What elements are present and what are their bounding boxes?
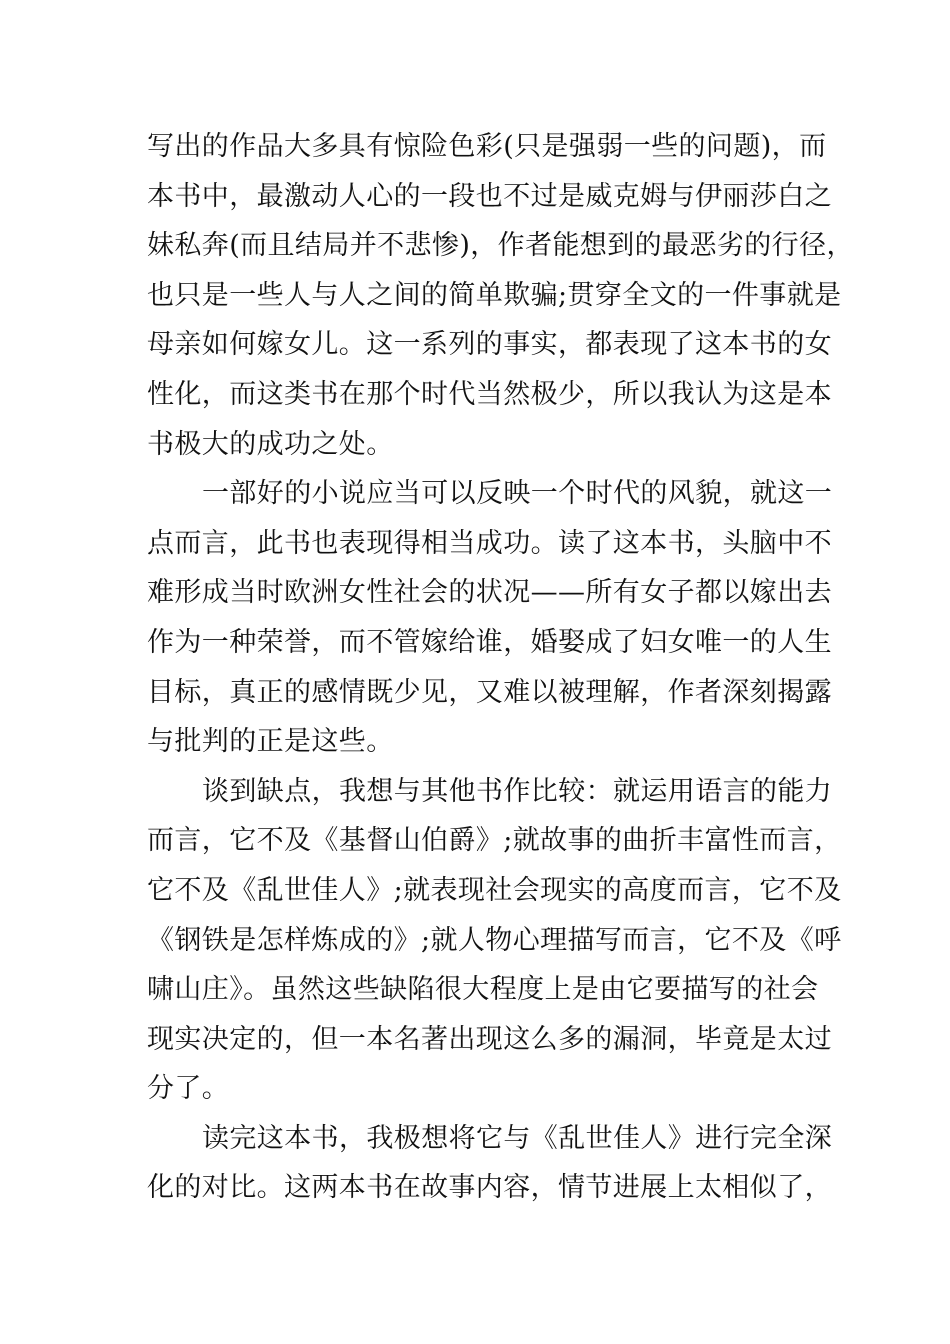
text-line: 化的对比。这两本书在故事内容，情节进展上太相似了， bbox=[147, 1172, 832, 1204]
text-line: 它不及《乱世佳人》;就表现社会现实的高度而言，它不及 bbox=[147, 874, 842, 906]
text-line: 分了。 bbox=[147, 1073, 230, 1105]
text-line: 性化，而这类书在那个时代当然极少，所以我认为这是本 bbox=[147, 378, 832, 410]
text-line: 与批判的正是这些。 bbox=[147, 726, 394, 758]
text-line: 也只是一些人与人之间的简单欺骗;贯穿全文的一件事就是 bbox=[147, 279, 842, 311]
text-line: 写出的作品大多具有惊险色彩(只是强弱一些的问题)，而 bbox=[147, 131, 827, 162]
paragraph-first-line: 读完这本书，我极想将它与《乱世佳人》进行完全深 bbox=[202, 1122, 833, 1154]
paragraph-first-line: 一部好的小说应当可以反映一个时代的风貌，就这一 bbox=[202, 478, 833, 510]
text-line: 啸山庄》。虽然这些缺陷很大程度上是由它要描写的社会 bbox=[147, 974, 819, 1006]
paragraph-first-line: 谈到缺点，我想与其他书作比较：就运用语言的能力 bbox=[202, 775, 833, 807]
body-text bbox=[147, 122, 854, 1213]
text-line: 现实决定的，但一本名著出现这么多的漏洞，毕竟是太过 bbox=[147, 1023, 832, 1055]
text-line: 难形成当时欧洲女性社会的状况——所有女子都以嫁出去 bbox=[147, 577, 832, 609]
text-line: 而言，它不及《基督山伯爵》;就故事的曲折丰富性而言， bbox=[147, 825, 842, 857]
text-line: 书极大的成功之处。 bbox=[147, 428, 394, 460]
text-line: 目标，真正的感情既少见，又难以被理解，作者深刻揭露 bbox=[147, 676, 832, 708]
text-line: 本书中，最激动人心的一段也不过是威克姆与伊丽莎白之 bbox=[147, 180, 832, 212]
text-line: 母亲如何嫁女儿。这一系列的事实，都表现了这本书的女 bbox=[147, 329, 832, 361]
text-line: 点而言，此书也表现得相当成功。读了这本书，头脑中不 bbox=[147, 527, 832, 559]
text-line: 《钢铁是怎样炼成的》;就人物心理描写而言，它不及《呼 bbox=[147, 924, 842, 956]
text-line: 作为一种荣誉，而不管嫁给谁，婚娶成了妇女唯一的人生 bbox=[147, 626, 832, 658]
text-line: 妹私奔(而且结局并不悲惨)，作者能想到的最恶劣的行径， bbox=[147, 230, 854, 262]
